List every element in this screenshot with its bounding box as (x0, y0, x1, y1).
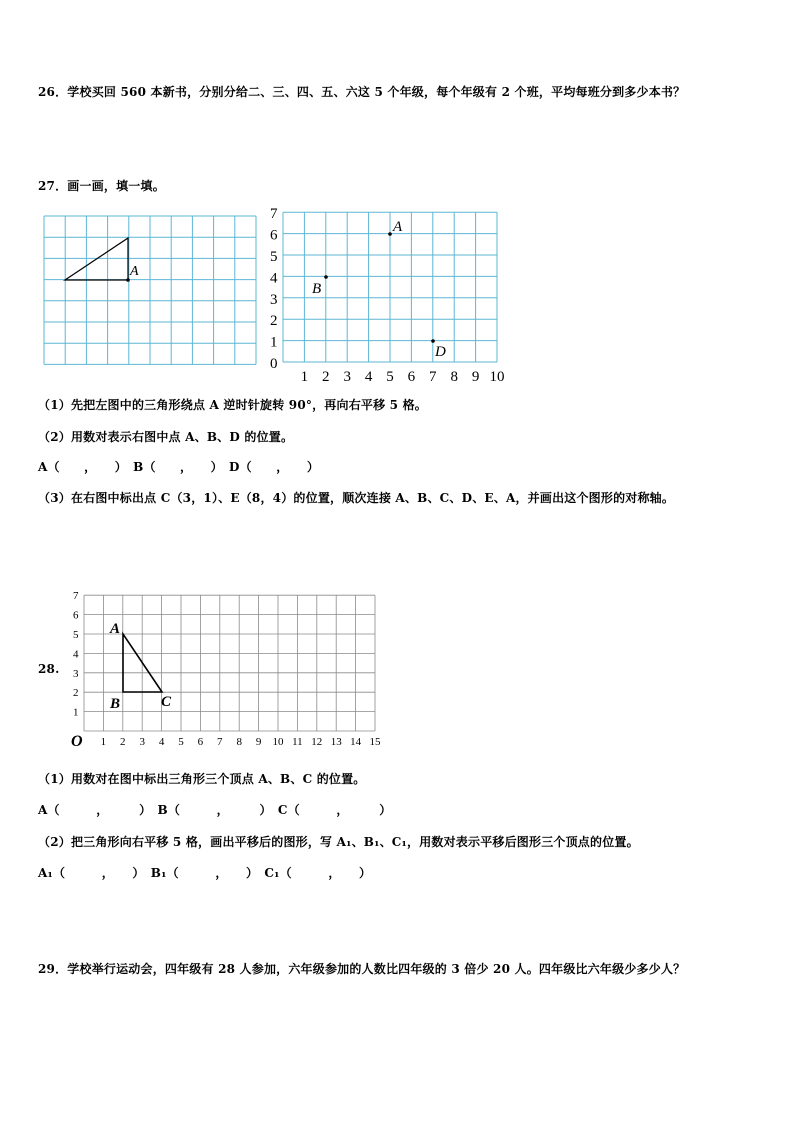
q27-point-D (431, 339, 435, 343)
q28-item-2: （2）把三角形向右平移 5 格，画出平移后的图形，写 A₁、B₁、C₁，用数对表示平移后图形三个顶点的位置。 (38, 835, 639, 849)
y-tick-label: 1 (270, 334, 278, 351)
q27-point-B (324, 275, 328, 279)
question-28-number: 28. (38, 662, 60, 676)
q27-item-3: （3）在右图中标出点 C（3，1）、E（8，4）的位置，顺次连接 A、B、C、D、E、A，并画出这个图形的对称轴。 (38, 491, 675, 505)
x-tick-label: 6 (407, 369, 416, 384)
x-tick-label: 1 (300, 369, 309, 384)
y-tick-label: 4 (73, 648, 79, 661)
question-27-title: 27．画一画，填一填。 (38, 179, 165, 193)
q27-right-label-B: B (312, 281, 322, 297)
q27-right-label-A: A (393, 219, 403, 235)
x-tick-label: 11 (292, 736, 303, 748)
q28-origin-label: O (71, 733, 83, 748)
q28-item-1: （1）用数对在图中标出三角形三个顶点 A、B、C 的位置。 (38, 772, 366, 786)
q28-item-1-blanks[interactable]: A（ ， ） B（ ， ） C（ ， ） (38, 803, 392, 817)
x-tick-label: 3 (343, 369, 351, 384)
x-tick-label: 2 (322, 369, 330, 384)
q27-left-grid (40, 212, 270, 372)
q28-label-C: C (161, 694, 172, 710)
q27-point-A-right (388, 232, 392, 236)
y-tick-label: 1 (73, 706, 79, 719)
x-tick-label: 8 (450, 369, 458, 384)
question-26: 26．学校买回 560 本新书，分别分给二、三、四、五、六这 5 个年级，每个年级有 2 个班，平均每班分到多少本书？ (38, 85, 686, 99)
y-tick-label: 6 (73, 609, 79, 622)
y-tick-label: 5 (73, 629, 79, 641)
x-tick-label: 14 (350, 736, 362, 748)
q27-left-label-A: A (130, 264, 139, 279)
x-tick-label: 5 (386, 369, 394, 384)
q27-item-1: （1）先把左图中的三角形绕点 A 逆时针旋转 90°，再向右平移 5 格。 (38, 398, 427, 412)
x-tick-label: 9 (255, 736, 262, 748)
x-tick-label: 12 (311, 736, 323, 748)
y-tick-label: 7 (73, 590, 79, 603)
y-tick-label: 3 (270, 291, 278, 308)
q28-grid (64, 588, 414, 748)
y-tick-label: 4 (270, 270, 278, 287)
q27-right-grid (268, 204, 508, 384)
y-tick-label: 5 (270, 249, 278, 265)
x-tick-label: 4 (158, 736, 165, 748)
x-tick-label: 2 (120, 736, 126, 748)
x-tick-label: 8 (236, 736, 242, 748)
x-tick-label: 10 (489, 369, 505, 384)
x-tick-label: 10 (272, 736, 284, 748)
x-tick-label: 6 (197, 736, 204, 748)
q27-triangle (65, 238, 128, 280)
x-tick-label: 1 (100, 736, 107, 748)
q27-item-2-blanks[interactable]: A（ ， ） B（ ， ） D（ ， ） (38, 460, 320, 474)
x-tick-label: 13 (330, 736, 342, 748)
x-tick-label: 5 (178, 736, 184, 748)
y-tick-label: 6 (270, 227, 278, 244)
y-tick-label: 3 (73, 667, 79, 680)
x-tick-label: 15 (369, 736, 381, 748)
y-tick-label: 2 (270, 313, 278, 330)
q28-label-A: A (110, 621, 121, 637)
q28-item-2-blanks[interactable]: A₁（ ， ） B₁（ ， ） C₁（ ， ） (38, 866, 372, 880)
y-tick-label: 2 (73, 687, 79, 700)
question-29: 29．学校举行运动会，四年级有 28 人参加，六年级参加的人数比四年级的 3 倍少 20 人。四年级比六年级少多少人？ (38, 962, 686, 976)
x-tick-label: 7 (217, 736, 223, 748)
y-tick-label: 7 (270, 206, 278, 223)
q28-label-B: B (110, 696, 121, 712)
q27-item-2: （2）用数对表示右图中点 A、B、D 的位置。 (38, 430, 294, 444)
q27-right-label-D: D (435, 344, 446, 360)
y-tick-label: 0 (270, 356, 278, 372)
x-tick-label: 7 (429, 369, 437, 384)
x-tick-label: 3 (139, 736, 145, 748)
x-tick-label: 9 (471, 369, 480, 384)
x-tick-label: 4 (364, 369, 373, 384)
